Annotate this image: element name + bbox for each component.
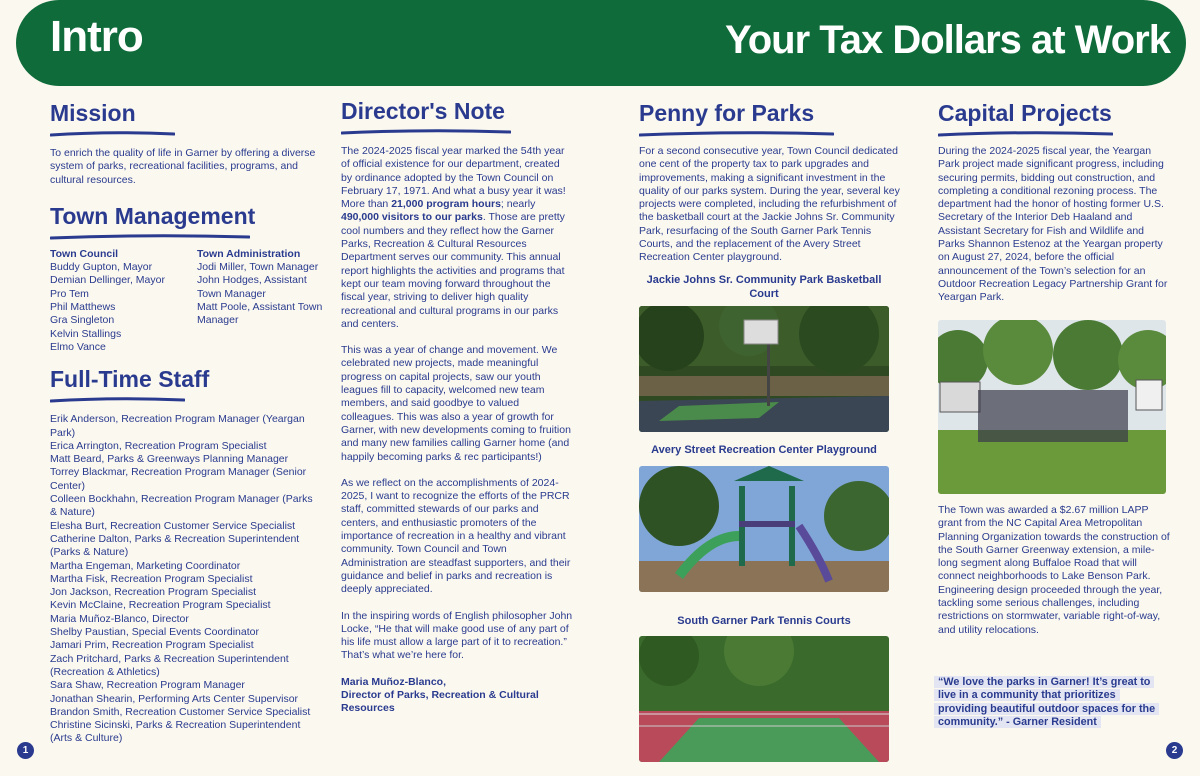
photo-block-playground xyxy=(639,443,889,592)
directors-note-paragraph-4: In the inspiring words of English philosopher John Locke, “He that will make good use of any part of his life must allow a large part of it to recreation.” That’s what we’re here for. xyxy=(341,609,573,662)
town-administration-list xyxy=(197,248,330,354)
staff-member: Kevin McClaine, Recreation Program Specialist xyxy=(50,599,271,612)
capital-projects-heading: Capital Projects xyxy=(938,100,1112,126)
photo-caption: Jackie Johns Sr. Community Park Basketball Court xyxy=(646,274,882,300)
directors-note-paragraph-1: The 2024-2025 fiscal year marked the 54th year of official existence for our department, created by ordinance adopted by the Town Council on February 17, 1971. And what a busy year it was! More than 21,000 program hours; nearly 490,000 visitors to our parks. Those are pretty cool numbers and they reflect how the Garner Parks, Recreation & Cultural Resources Department serves our community. This annual report highlights the activities and programs that kept our team moving forward throughout the fiscal year, striving to deliver high quality recreational and cultural programs in our parks and centers. xyxy=(341,145,566,330)
staff-member: Elesha Burt, Recreation Customer Service Specialist xyxy=(50,519,296,532)
staff-member: Maria Muñoz-Blanco, Director xyxy=(50,612,189,625)
page-number-left: 1 xyxy=(17,742,34,759)
staff-member: Catherine Dalton, Parks & Recreation Superintendent (Parks & Nature) xyxy=(50,532,300,559)
signature-title: Director of Parks, Recreation & Cultural Resources xyxy=(341,688,539,715)
photo-caption: South Garner Park Tennis Courts xyxy=(677,615,851,627)
staff-member: Erica Arrington, Recreation Program Specialist xyxy=(50,439,267,452)
directors-note-heading: Director's Note xyxy=(341,98,505,124)
mission-heading: Mission xyxy=(50,100,136,126)
staff-member: Zach Pritchard, Parks & Recreation Superintendent (Recreation & Athletics) xyxy=(50,652,289,678)
photo-block-basketball xyxy=(639,273,889,432)
penny-for-parks-text: For a second consecutive year, Town Council dedicated one cent of the property tax to park upgrades and improvements, making a significant investment in the quality of our parks system. During the year, several key projects were completed, including the refurbishment of the basketball court at the Jackie Johns Sr. Community Park, resurfacing of the South Garner Park Tennis Courts, and the replacement of the Avery Street Recreation Center playground. xyxy=(639,145,900,264)
staff-member: Martha Fisk, Recreation Program Specialist xyxy=(50,572,253,585)
capital-projects-paragraph-2: The Town was awarded a $2.67 million LAPP grant from the NC Capital Area Metropolitan Planning Organization towards the construction of the South Garner Greenway extension, a mile-long segment along Buffaloe Road that will connect neighborhoods to Lake Benson Park. Engineering design proceeded through the year, tackling some serious challenges, including restrictions on stormwater, variable right-of-way, and utility relocations. xyxy=(938,504,1170,636)
full-time-staff-heading: Full-Time Staff xyxy=(50,366,210,393)
town-management-heading: Town Management xyxy=(50,202,256,229)
admin-member: Jodi Miller, Town Manager xyxy=(197,261,319,274)
column-directors-note xyxy=(341,98,573,716)
brush-underline xyxy=(50,234,250,240)
management-lists xyxy=(50,248,330,354)
directors-note-paragraph-2: This was a year of change and movement. We celebrated new projects, made meaningful progress on capital projects, saw our youth leagues fill to capacity, welcomed new team members, and said goodbye to valued colleagues. This was also a year of growth for Garner, with new developments coming to fruition and many new families calling Garner home (and happily becoming parks & rec participants!) xyxy=(341,344,571,463)
staff-member: Sara Shaw, Recreation Program Manager xyxy=(50,679,245,692)
staff-member: Torrey Blackmar, Recreation Program Manager (Senior Center) xyxy=(50,466,307,492)
staff-member: Erik Anderson, Recreation Program Manager (Yeargan Park) xyxy=(50,413,305,439)
council-member: Gra Singleton xyxy=(50,314,115,327)
capital-projects-lapp xyxy=(938,504,1170,637)
yeargan-group-photo xyxy=(938,320,1166,494)
basketball-court-photo xyxy=(639,306,889,432)
brush-underline xyxy=(639,131,834,137)
resident-quote: “We love the parks in Garner! It’s great to live in a community that prioritizes providing beautiful outdoor spaces for the community.” - Garner Resident xyxy=(934,676,1156,730)
staff-member: Colleen Bockhahn, Recreation Program Manager (Parks & Nature) xyxy=(50,493,313,519)
council-member: Phil Matthews xyxy=(50,301,116,314)
staff-member: Matt Beard, Parks & Greenways Planning Manager xyxy=(50,453,289,466)
photo-caption: Avery Street Recreation Center Playground xyxy=(651,444,877,456)
column-penny-for-parks xyxy=(639,100,907,265)
town-administration-title: Town Administration xyxy=(197,247,301,260)
tennis-courts-photo xyxy=(639,636,889,762)
brush-underline xyxy=(938,131,1113,137)
signature-name: Maria Muñoz-Blanco, xyxy=(341,675,447,688)
staff-member: Shelby Paustian, Special Events Coordinator xyxy=(50,626,259,639)
brush-underline xyxy=(50,397,185,403)
brush-underline xyxy=(341,129,511,135)
staff-list xyxy=(50,413,320,745)
page-title-intro: Intro xyxy=(50,12,143,61)
town-council-list xyxy=(50,248,183,354)
staff-member: Jamari Prim, Recreation Program Specialist xyxy=(50,639,254,652)
staff-member: Jon Jackson, Recreation Program Specialist xyxy=(50,586,257,599)
council-member: Demian Dellinger, Mayor Pro Tem xyxy=(50,274,165,300)
page-number-right: 2 xyxy=(1166,742,1183,759)
admin-member: Matt Poole, Assistant Town Manager xyxy=(197,301,323,327)
playground-photo xyxy=(639,466,889,592)
council-member: Kelvin Stallings xyxy=(50,327,122,340)
council-member: Buddy Gupton, Mayor xyxy=(50,261,153,274)
page-title-tax-dollars: Your Tax Dollars at Work xyxy=(724,18,1170,62)
brush-underline xyxy=(50,131,175,137)
staff-member: Brandon Smith, Recreation Customer Service Specialist xyxy=(50,705,311,718)
capital-projects-paragraph-1: During the 2024-2025 fiscal year, the Yeargan Park project made significant progress, including securing permits, bidding out construction, and completing a conditional rezoning process. The department had the honor of hosting former U.S. Secretary of the Interior Deb Haaland and Assistant Secretary for Fish and Wildlife and Parks Shannon Estenoz at the Yeargan property on August 27, 2024, before the official announcement of the Town’s selection for an Outdoor Recreation Legacy Partnership Grant for Yeargan Park. xyxy=(938,145,1168,304)
staff-member: Martha Engeman, Marketing Coordinator xyxy=(50,559,241,572)
penny-for-parks-heading: Penny for Parks xyxy=(639,100,815,126)
town-council-title: Town Council xyxy=(50,247,119,260)
staff-member: Christine Sicinski, Parks & Recreation Superintendent (Arts & Culture) xyxy=(50,719,301,745)
mission-text: To enrich the quality of life in Garner by offering a diverse system of parks, recreational facilities, programs, and cultural resources. xyxy=(50,147,316,186)
column-capital-projects xyxy=(938,100,1170,305)
staff-member: Jonathan Shearin, Performing Arts Center Supervisor xyxy=(50,692,299,705)
photo-block-tennis xyxy=(639,614,889,762)
admin-member: John Hodges, Assistant Town Manager xyxy=(197,274,307,300)
directors-note-paragraph-3: As we reflect on the accomplishments of 2024-2025, I want to recognize the efforts of the PRCR staff, committed stewards of our parks and centers, and enthusiastic promoters of the importance of recreation in a healthy and vibrant community. Town Council and Town Administration are steadfast supporters, and their guidance and belief in parks and recreation is deeply appreciated. xyxy=(341,476,571,596)
council-member: Elmo Vance xyxy=(50,340,106,353)
column-intro xyxy=(50,100,330,746)
